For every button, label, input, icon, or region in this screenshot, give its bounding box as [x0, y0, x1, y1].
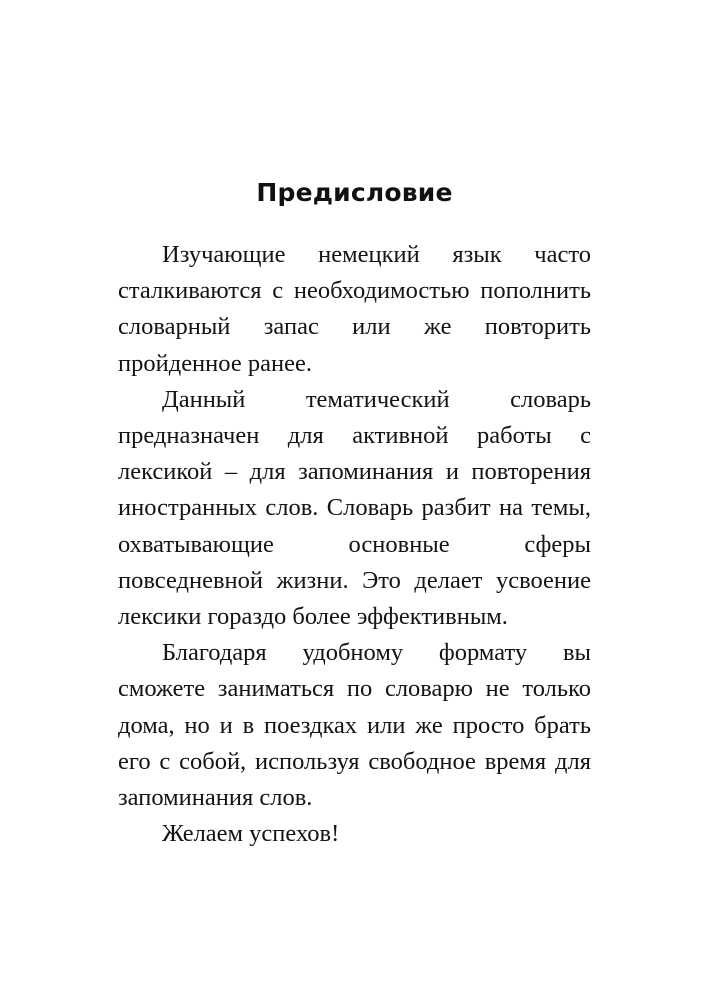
chapter-title: Предисловие [256, 178, 453, 207]
paragraph: Благодаря удобному формату вы сможете заниматься по словарю не только дома, но и в поездках или же просто брать его с собой, используя свободное время для запоминания слов. [118, 639, 591, 812]
page-content [118, 178, 591, 852]
paragraph: Данный тематический словарь предназначен для активной работы с лексикой – для запоминания и повторения иностранных слов. Словарь разбит на темы, охватывающие основные сферы повседневной жизни. Это делает усвоение лексики гораздо более эффективным. [118, 385, 591, 631]
paragraph: Изучающие немецкий язык часто сталкиваются с необходимостью пополнить словарный запас или же повторить пройденное ранее. [118, 241, 591, 377]
body-text [118, 237, 591, 852]
paragraph: Желаем успехов! [162, 820, 340, 848]
